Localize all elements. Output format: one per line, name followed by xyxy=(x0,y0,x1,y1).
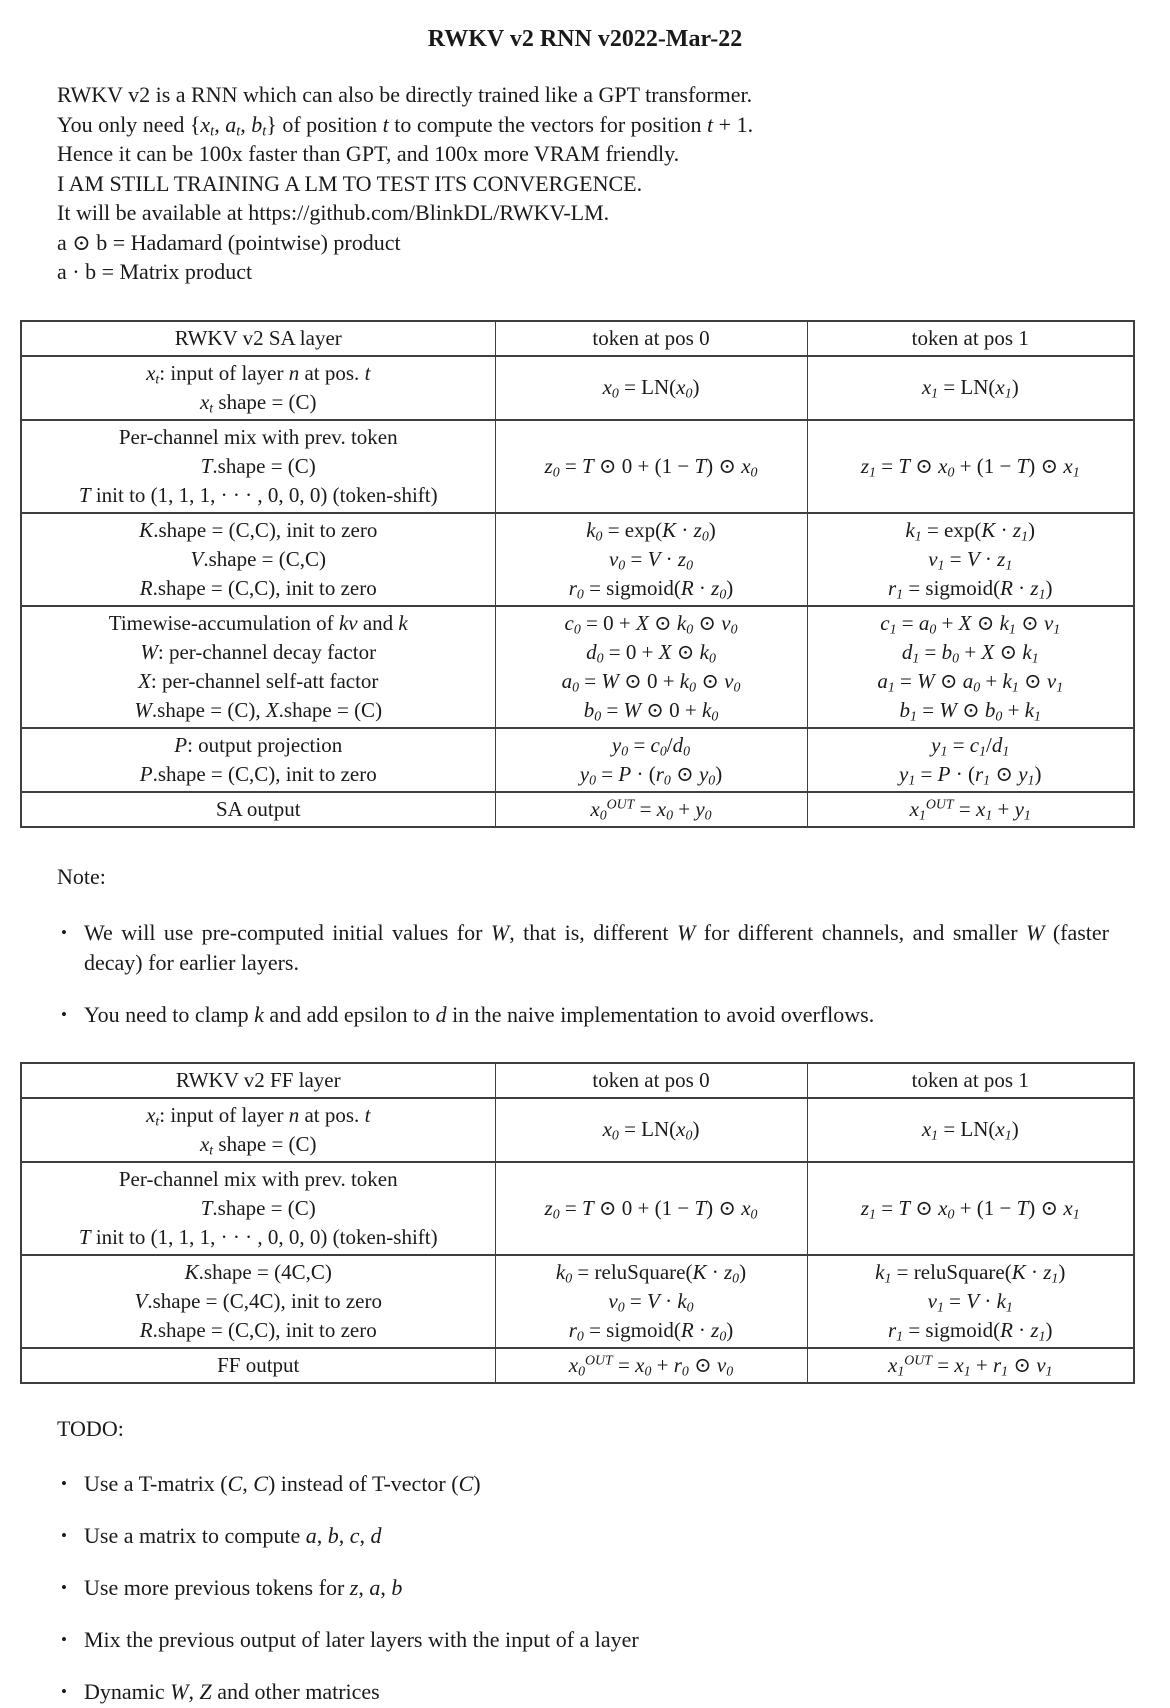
label-line: T init to (1, 1, 1, · · · , 0, 0, 0) (token-shift) xyxy=(78,1224,438,1249)
label-line: $x_t$ shape = (C) xyxy=(199,389,317,415)
formula-line: $x_1 = LN(x_1)$ xyxy=(921,1117,1019,1143)
todo-heading: TODO: xyxy=(57,1415,124,1441)
table-cell xyxy=(495,1255,807,1348)
list-item xyxy=(57,1000,1170,1032)
table-cell xyxy=(21,513,495,606)
table-cell xyxy=(495,1162,807,1255)
formula-line: $x_0^{OUT} = x_0 + r_0$ ⊙ $v_0$ xyxy=(568,1351,734,1378)
table-cell xyxy=(495,420,807,513)
formula-line: $x_1^{OUT} = x_1 + r_1$ ⊙ $v_1$ xyxy=(888,1351,1053,1378)
formula-line: $v_1 = V \cdot k_1$ xyxy=(927,1288,1013,1314)
table-row xyxy=(21,728,1134,792)
list-item xyxy=(57,1522,1170,1552)
label-line: W.shape = (C), X.shape = (C) xyxy=(134,697,383,722)
label-line: T.shape = (C) xyxy=(200,453,316,478)
label-line: Per-channel mix with prev. token xyxy=(118,424,398,449)
label-line: P.shape = (C,C), init to zero xyxy=(139,761,377,786)
bullet-icon xyxy=(57,1000,84,1032)
formula-line: $k_0$ = reluSquare(K · $z_0$) xyxy=(555,1259,747,1285)
intro-line: I AM STILL TRAINING A LM TO TEST ITS CONVERGENCE. xyxy=(57,170,643,196)
list-item xyxy=(57,1470,1170,1500)
formula-line: $a_1 = W$ ⊙ $a_0 + k_1$ ⊙ $v_1$ xyxy=(877,668,1064,694)
table-cell xyxy=(21,1255,495,1348)
table-row xyxy=(21,792,1134,827)
table-row xyxy=(21,606,1134,728)
ff-layer-table xyxy=(20,1062,1135,1384)
table-cell xyxy=(807,606,1134,728)
label-line: $x_t$: input of layer n at pos. t xyxy=(146,1102,371,1128)
todo-bullet-text: Dynamic W, Z and other matrices xyxy=(84,1678,380,1704)
column-header: token at pos 0 xyxy=(495,321,807,356)
table-row xyxy=(21,420,1134,513)
label-line: V.shape = (C,C) xyxy=(190,546,326,571)
todo-bullet-list xyxy=(57,1470,1170,1708)
table-cell xyxy=(495,606,807,728)
bullet-icon xyxy=(57,918,84,978)
formula-line: $d_0 = 0 + X$ ⊙ $k_0$ xyxy=(586,639,716,665)
table-cell xyxy=(495,513,807,606)
label-line: K.shape = (C,C), init to zero xyxy=(139,517,378,542)
column-header: token at pos 0 xyxy=(495,1063,807,1098)
column-header: token at pos 1 xyxy=(807,321,1134,356)
table-row xyxy=(21,1348,1134,1383)
bullet-icon xyxy=(57,1522,84,1552)
table-header-row xyxy=(21,1063,1134,1098)
formula-line: $r_1$ = sigmoid(R · $z_1$) xyxy=(887,575,1053,601)
label-line: R.shape = (C,C), init to zero xyxy=(139,575,377,600)
label-line: Per-channel mix with prev. token xyxy=(118,1166,398,1191)
column-header: RWKV v2 SA layer xyxy=(21,321,495,356)
list-item xyxy=(57,918,1170,978)
list-item xyxy=(57,1626,1170,1656)
formula-line: $c_1 = a_0 + X$ ⊙ $k_1$ ⊙ $v_1$ xyxy=(880,610,1061,636)
list-item xyxy=(57,1678,1170,1708)
formula-line: $c_0 = 0 + X$ ⊙ $k_0$ ⊙ $v_0$ xyxy=(564,610,738,636)
label-line: FF output xyxy=(217,1352,300,1377)
page-title: RWKV v2 RNN v2022-Mar-22 xyxy=(427,26,743,52)
intro-line: You only need {$x_t$, $a_t$, $b_t$} of position t to compute the vectors for position t + 1. xyxy=(57,111,754,140)
formula-line: $b_0 = W$ ⊙ $0 + k_0$ xyxy=(583,697,719,723)
bullet-icon xyxy=(57,1574,84,1604)
table-cell xyxy=(21,420,495,513)
formula-line: $x_0^{OUT} = x_0 + y_0$ xyxy=(590,795,712,822)
todo-section xyxy=(57,1414,1170,1708)
table-cell xyxy=(807,1255,1134,1348)
todo-bullet-text: Use a matrix to compute a, b, c, d xyxy=(84,1522,382,1548)
bullet-icon xyxy=(57,1470,84,1500)
formula-line: $v_0 = V \cdot k_0$ xyxy=(608,1288,694,1314)
table-cell xyxy=(21,728,495,792)
formula-line: $x_0 = LN(x_0)$ xyxy=(602,375,700,401)
table-cell xyxy=(807,356,1134,420)
label-line: T init to (1, 1, 1, · · · , 0, 0, 0) (token-shift) xyxy=(78,482,438,507)
column-header: RWKV v2 FF layer xyxy=(21,1063,495,1098)
bullet-icon xyxy=(57,1626,84,1656)
todo-bullet-text: Mix the previous output of later layers with the input of a layer xyxy=(84,1626,639,1652)
todo-bullet-text: Use more previous tokens for z, a, b xyxy=(84,1574,403,1600)
table-header-row xyxy=(21,321,1134,356)
table-cell xyxy=(807,792,1134,827)
table-cell xyxy=(21,1098,495,1162)
todo-bullet-text: Use a T-matrix (C, C) instead of T-vector (C) xyxy=(84,1470,481,1496)
table-row xyxy=(21,1098,1134,1162)
formula-line: $y_1 = P \cdot (r_1$ ⊙ $y_1$) xyxy=(899,761,1042,787)
formula-line: $d_1 = b_0 + X$ ⊙ $k_1$ xyxy=(901,639,1039,665)
formula-line: $k_1$ = reluSquare(K · $z_1$) xyxy=(875,1259,1066,1285)
note-bullet-text: We will use pre-computed initial values for W, that is, different W for different channels, and smaller W (faster decay) for earlier layers. xyxy=(84,919,1110,975)
table-cell xyxy=(807,1348,1134,1383)
sa-layer-table xyxy=(20,320,1135,828)
intro-line-matrix-definition: a · b = Matrix product xyxy=(57,259,253,284)
label-line: $x_t$: input of layer n at pos. t xyxy=(146,360,371,386)
label-line: SA output xyxy=(215,796,301,821)
label-line: P: output projection xyxy=(174,732,343,757)
list-item xyxy=(57,1574,1170,1604)
formula-line: $y_0 = c_0/d_0$ xyxy=(611,732,691,758)
formula-line: $z_1 = T$ ⊙ $x_0 + (1 - T)$ ⊙ $x_1$ xyxy=(860,1195,1080,1221)
note-heading: Note: xyxy=(57,863,106,889)
bullet-icon xyxy=(57,1678,84,1708)
formula-line: $y_1 = c_1/d_1$ xyxy=(931,732,1010,758)
table-cell xyxy=(495,728,807,792)
table-row xyxy=(21,1255,1134,1348)
note-section xyxy=(57,862,1170,1032)
label-line: $x_t$ shape = (C) xyxy=(199,1131,317,1157)
intro-line: RWKV v2 is a RNN which can also be directly trained like a GPT transformer. xyxy=(57,82,753,107)
formula-line: $r_0$ = sigmoid(R · $z_0$) xyxy=(568,1317,734,1343)
formula-line: $b_1 = W$ ⊙ $b_0 + k_1$ xyxy=(899,697,1041,723)
table-cell xyxy=(21,606,495,728)
table-cell xyxy=(495,792,807,827)
formula-line: $x_1^{OUT} = x_1 + y_1$ xyxy=(909,795,1031,822)
formula-line: $z_0 = T$ ⊙ 0 + (1 − T) ⊙ $x_0$ xyxy=(544,1195,758,1221)
formula-line: $y_0 = P \cdot (r_0$ ⊙ $y_0$) xyxy=(579,761,723,787)
table-cell xyxy=(21,356,495,420)
column-header: token at pos 1 xyxy=(807,1063,1134,1098)
intro-line: Hence it can be 100x faster than GPT, and 100x more VRAM friendly. xyxy=(57,141,680,166)
formula-line: $r_1$ = sigmoid(R · $z_1$) xyxy=(887,1317,1053,1343)
table-cell xyxy=(807,420,1134,513)
table-cell xyxy=(495,1098,807,1162)
table-row xyxy=(21,513,1134,606)
table-row xyxy=(21,1162,1134,1255)
intro-line-hadamard-definition: a ⊙ b = Hadamard (pointwise) product xyxy=(57,229,401,255)
intro-line-github-url: It will be available at https://github.com/BlinkDL/RWKV-LM. xyxy=(57,200,610,225)
label-line: R.shape = (C,C), init to zero xyxy=(139,1317,377,1342)
formula-line: $z_1 = T$ ⊙ $x_0 + (1 - T)$ ⊙ $x_1$ xyxy=(860,453,1080,479)
note-bullet-text: You need to clamp k and add epsilon to d in the naive implementation to avoid overflows. xyxy=(84,1001,875,1027)
formula-line: $x_1 = LN(x_1)$ xyxy=(921,375,1019,401)
formula-line: $v_0 = V \cdot z_0$ xyxy=(608,546,694,572)
formula-line: $z_0 = T$ ⊙ 0 + (1 − T) ⊙ $x_0$ xyxy=(544,453,758,479)
table-cell xyxy=(21,1348,495,1383)
formula-line: $k_1 = \exp(K \cdot z_1)$ xyxy=(905,517,1036,543)
label-line: T.shape = (C) xyxy=(200,1195,316,1220)
intro-paragraph xyxy=(57,80,1170,287)
label-line: W: per-channel decay factor xyxy=(140,639,377,664)
table-cell xyxy=(807,1162,1134,1255)
table-cell xyxy=(807,728,1134,792)
note-bullet-list xyxy=(57,918,1170,1032)
formula-line: $x_0 = LN(x_0)$ xyxy=(602,1117,700,1143)
formula-line: $k_0 = \exp(K \cdot z_0)$ xyxy=(586,517,716,543)
label-line: K.shape = (4C,C) xyxy=(184,1259,332,1284)
table-cell xyxy=(495,356,807,420)
table-cell xyxy=(807,1098,1134,1162)
label-line: V.shape = (C,4C), init to zero xyxy=(134,1288,382,1313)
table-cell xyxy=(21,792,495,827)
table-cell xyxy=(807,513,1134,606)
table-row xyxy=(21,356,1134,420)
table-cell xyxy=(21,1162,495,1255)
table-cell xyxy=(495,1348,807,1383)
formula-line: $r_0$ = sigmoid(R · $z_0$) xyxy=(568,575,734,601)
label-line: X: per-channel self-att factor xyxy=(138,668,379,693)
formula-line: $v_1 = V \cdot z_1$ xyxy=(928,546,1013,572)
label-line: Timewise-accumulation of kv and k xyxy=(108,610,408,635)
formula-line: $a_0 = W$ ⊙ $0 + k_0$ ⊙ $v_0$ xyxy=(561,668,741,694)
